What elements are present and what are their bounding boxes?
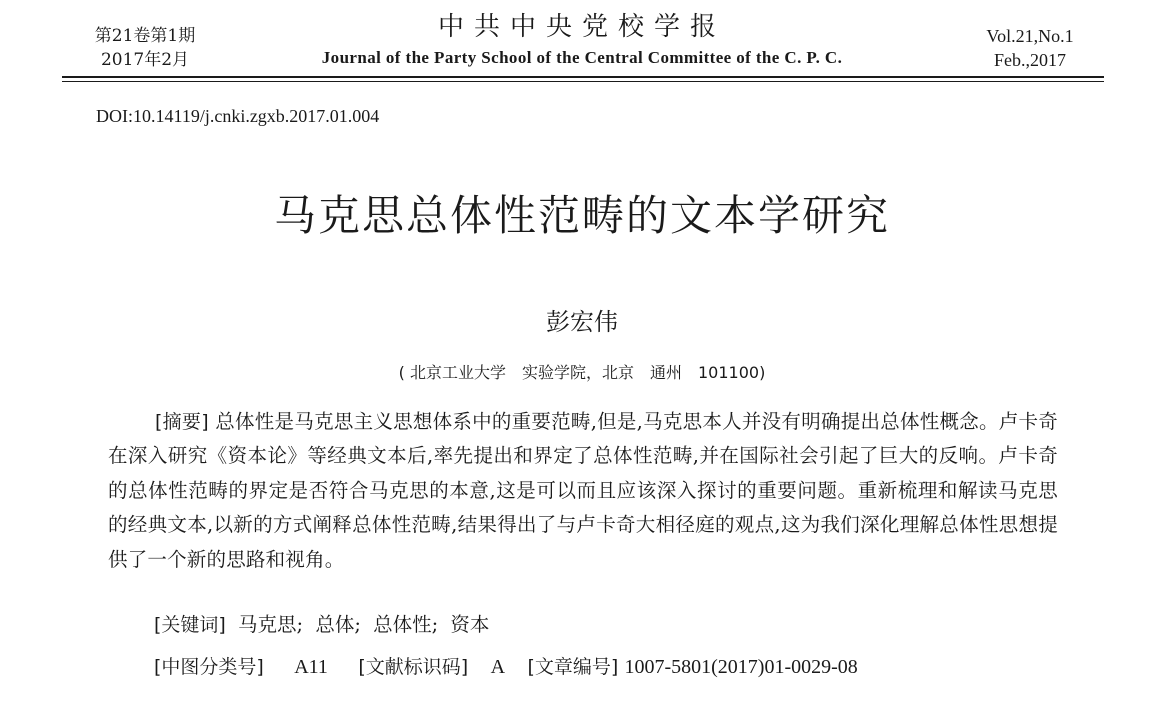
abstract-text: 总体性是马克思主义思想体系中的重要范畴,但是,马克思本人并没有明确提出总体性概念。卢卡奇在深入研究《资本论》等经典文本后,率先提出和界定了总体性范畴,并在国际社会引起了巨大的反响。卢卡奇的总体性范畴的界定是否符合马克思的本意,这是可以而且应该深入探讨的重要问题。重新梳理和解读马克思的经典文本,以新的方式阐释总体性范畴,结果得出了与卢卡奇大相径庭的观点,这为我们深化理解总体性思想提供了一个新的思路和视角。: [108, 410, 1058, 571]
journal-title-en: Journal of the Party School of the Central Committee of the C. P. C.: [321, 48, 843, 67]
issue-info: [70, 24, 220, 72]
clc-label: [中图分类号]: [154, 656, 264, 678]
keywords: [154, 608, 1054, 642]
doc-code-label: [文献标识码]: [358, 656, 469, 678]
abstract-label: [摘要]: [155, 411, 209, 433]
keyword-item: 马克思;: [238, 613, 304, 636]
header-rule-thin: [62, 81, 1104, 82]
clc-value: A11: [294, 656, 328, 678]
keywords-label: [关键词]: [154, 614, 226, 636]
keyword-item: 资本: [450, 613, 490, 636]
article-no-label: [文章编号]: [527, 656, 619, 678]
doc-code-value: A: [490, 656, 506, 678]
article-no-value: 1007-5801(2017)01-0029-08: [624, 656, 858, 678]
doi[interactable]: DOI:10.14119/j.cnki.zgxb.2017.01.004: [96, 106, 380, 126]
issue-info-en: [960, 24, 1100, 72]
issue-date-en: Feb.,2017: [994, 50, 1066, 70]
author-affiliation: ( 北京工业大学 实验学院，北京 通州 101100): [398, 363, 766, 382]
volume-issue: 第21卷第1期: [94, 26, 196, 46]
volume-issue-en: Vol.21,No.1: [986, 26, 1074, 46]
keyword-item: 总体性;: [373, 613, 439, 636]
abstract: [108, 405, 1058, 577]
author-name: 彭宏伟: [546, 308, 618, 336]
article-title: 马克思总体性范畴的文本学研究: [273, 191, 890, 240]
classification-info: [154, 650, 1054, 684]
header-rule-thick: [62, 76, 1104, 78]
journal-title-cn: 中共中央党校学报: [437, 12, 726, 42]
issue-date: 2017年2月: [100, 50, 190, 70]
keyword-item: 总体;: [315, 613, 361, 636]
